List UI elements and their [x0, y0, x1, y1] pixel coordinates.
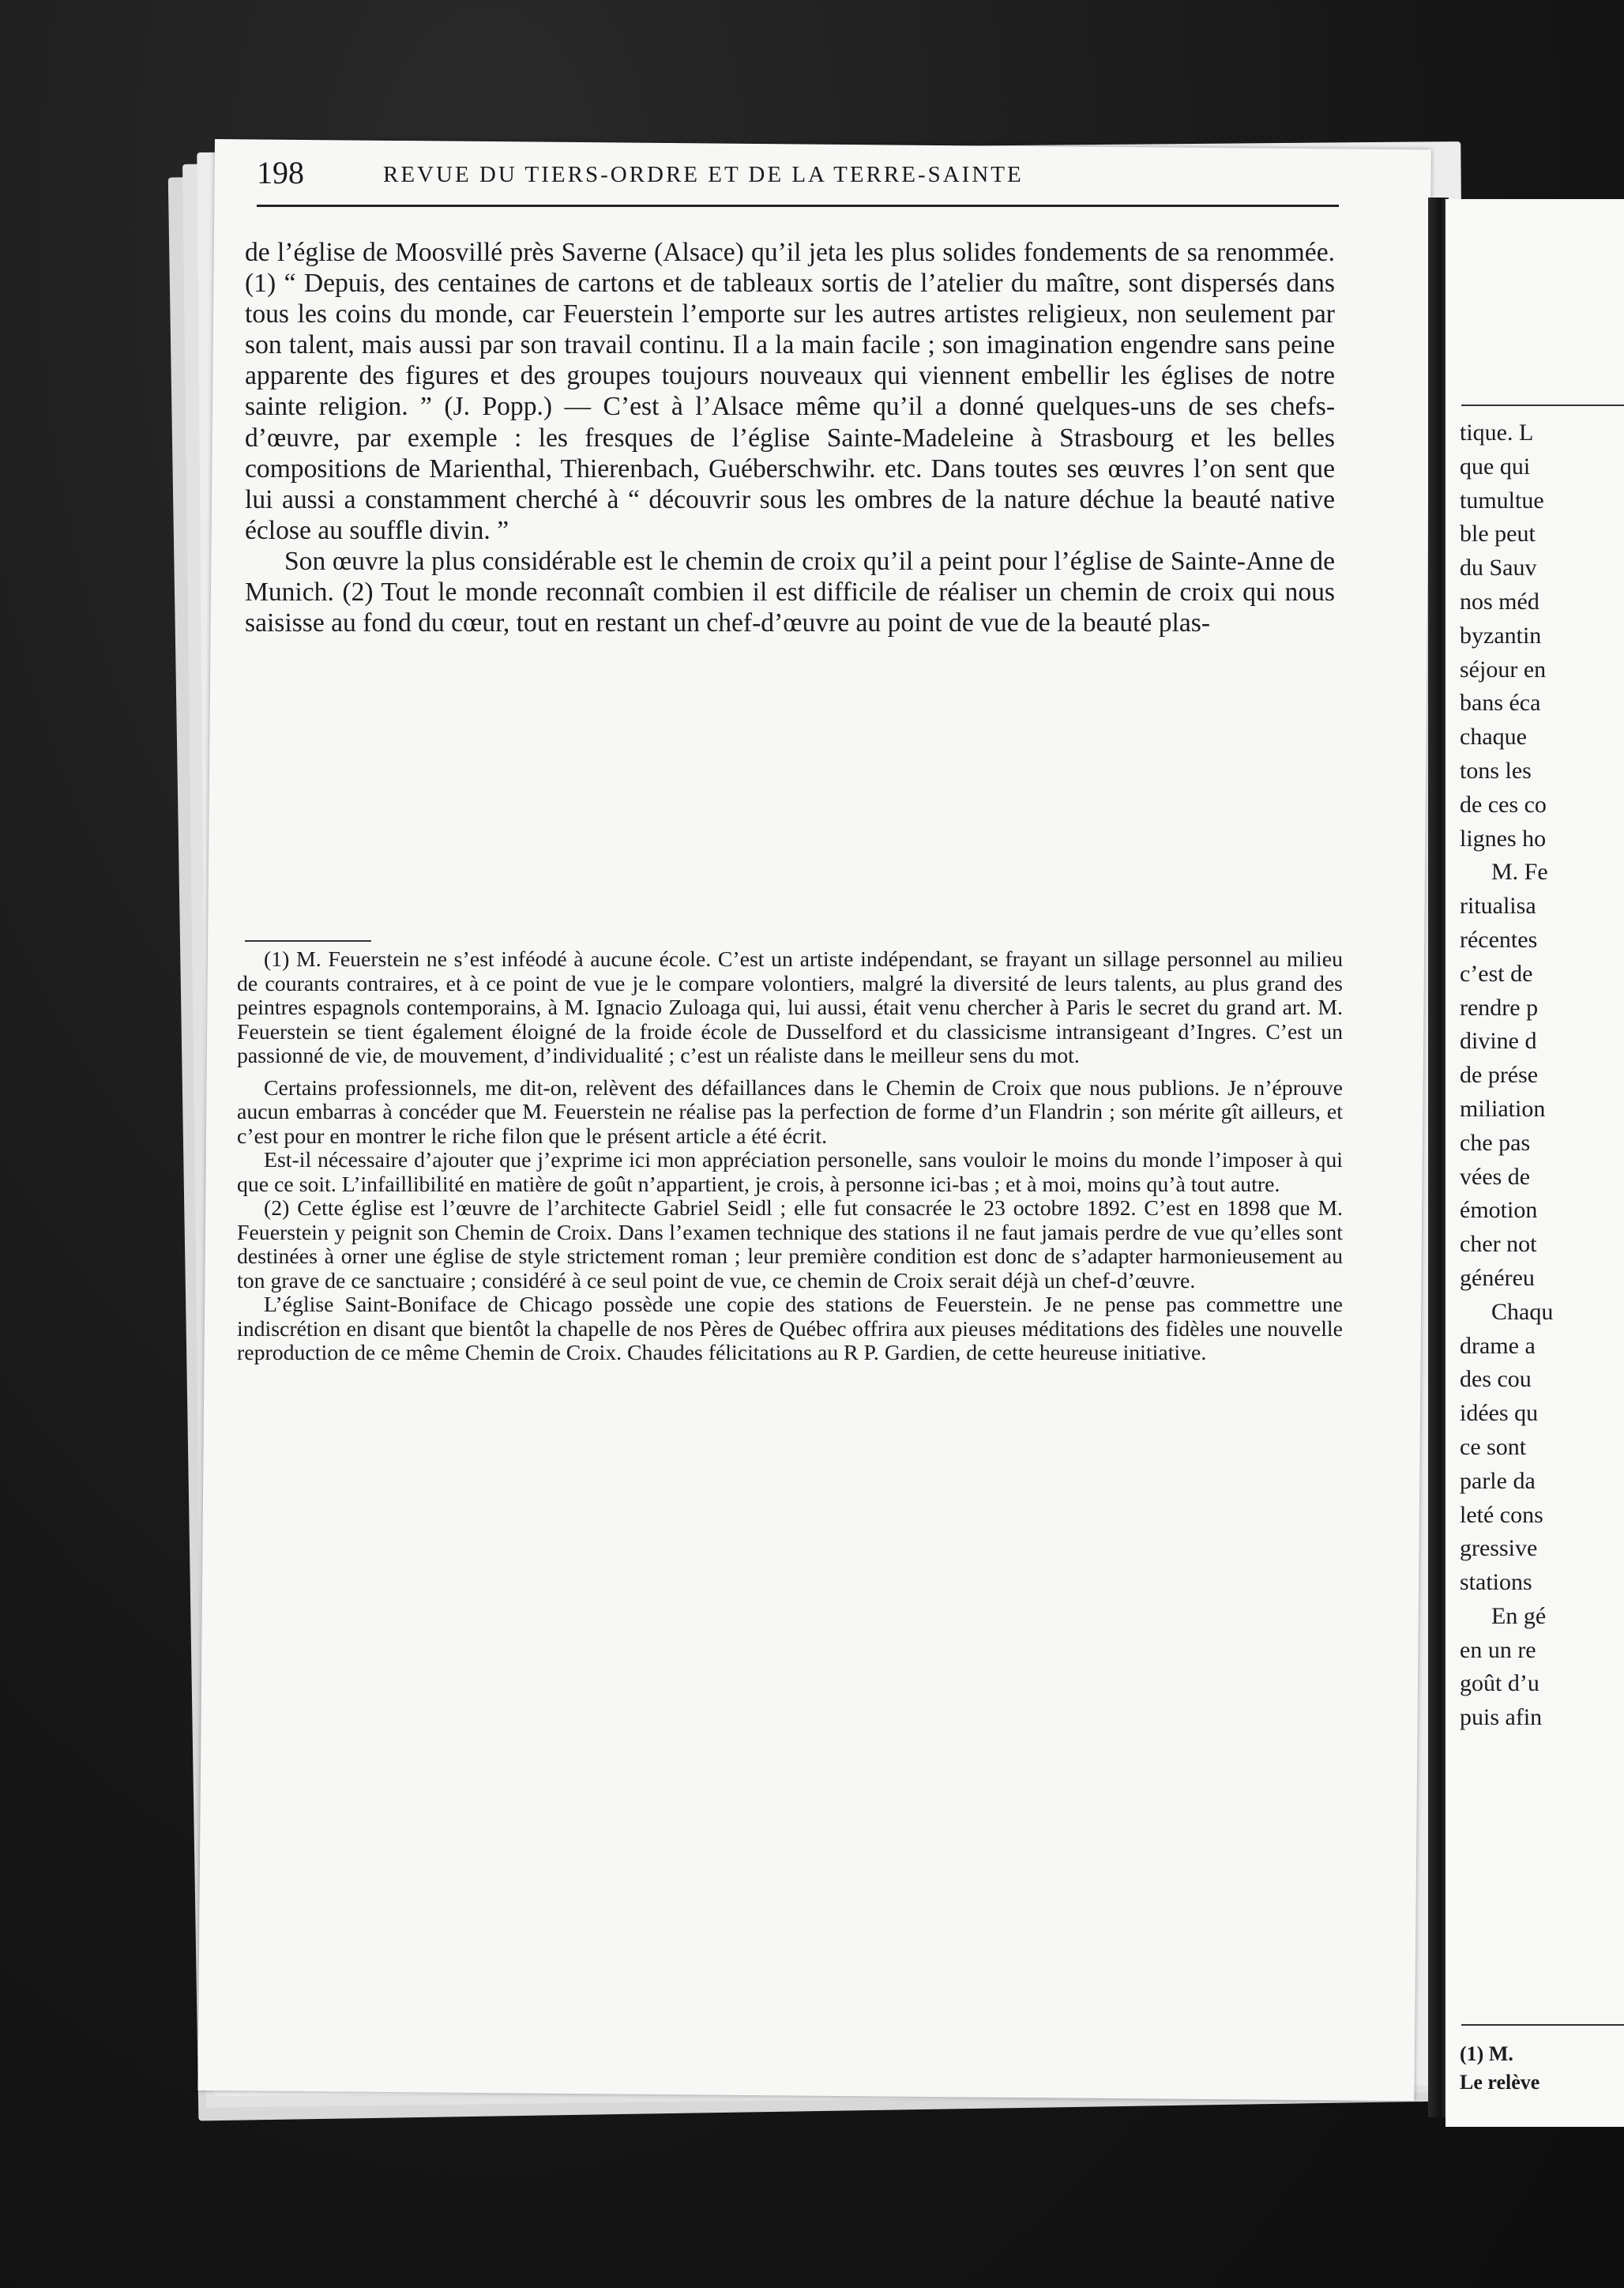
right-page-line: séjour en — [1460, 656, 1547, 683]
right-page-line: de ces co — [1460, 791, 1547, 818]
right-page-line: vées de — [1460, 1163, 1531, 1190]
right-page-line: des cou — [1460, 1366, 1532, 1393]
right-page-footnotes — [1460, 2040, 1539, 2097]
main-paragraph: de l’église de Moosvillé près Saverne (Alsace) qu’il jeta les plus solides fondements de sa renommée. (1) “ Depuis, des centaines de cartons et de tableaux sortis de l’atelier du maître, sont dispersés dans tous les coins du monde, car Feuerstein l’emporte sur les autres artistes religieux, non seulement par son talent, mais aussi par son travail continu. Il a la main facile ; son imagination engendre sans peine apparente des figures et des groupes toujours nouveaux qui viennent embellir les églises de notre sainte religion. ” (J. Popp.) — C’est à l’Alsace même qu’il a donné quelques-uns de ses chefs-d’œuvre, par exemple : les fresques de l’église Sainte-Madeleine à Strasbourg et les belles compositions de Marienthal, Thierenbach, Guéberschwihr. etc. Dans toutes ses œuvres l’on sent que lui aussi a constamment cherché à “ découvrir sous les ombres de la nature déchue la beauté native éclose au souffle divin. ” — [245, 238, 1335, 545]
right-page-line: gressive — [1460, 1535, 1538, 1562]
right-page — [1445, 199, 1624, 2127]
right-page-line: ce sont — [1460, 1433, 1527, 1460]
right-page-footnote-line: (1) M. — [1460, 2042, 1513, 2065]
running-title: REVUE DU TIERS-ORDRE ET DE LA TERRE-SAINTE — [383, 162, 1024, 187]
right-page-line: goût d’u — [1460, 1670, 1539, 1697]
right-page-line: généreu — [1460, 1264, 1535, 1291]
right-page-line: bans éca — [1460, 690, 1541, 717]
right-page-text — [1460, 416, 1624, 1735]
right-page-line: parle da — [1460, 1467, 1536, 1494]
footnote-paragraph: Certains professionnels, me dit-on, relèvent des défaillances dans le Chemin de Croix que nous publions. Je n’éprouve aucun embarras à concéder que M. Feuerstein ne réalise pas la perfection de forme d’un Flandrin ; son mérite gît ailleurs, et c’est pour en montrer le riche filon que le présent article a été écrit. — [237, 1075, 1343, 1149]
right-page-line: du Sauv — [1460, 555, 1537, 581]
right-page-line: drame a — [1460, 1332, 1536, 1359]
right-page-line: que qui — [1460, 453, 1531, 480]
footnote-paragraph: Est-il nécessaire d’ajouter que j’exprime ici mon appréciation personelle, sans vouloir le moins du monde l’imposer à qui que ce soit. L’infaillibilité en matière de goût n’appartient, je crois, à personne ici-bas ; et à moi, moins qu’à tout autre. — [237, 1148, 1343, 1197]
right-page-line: byzantin — [1460, 622, 1542, 649]
footnote-rule — [245, 940, 371, 942]
right-page-footnote-line: Le relève — [1460, 2071, 1540, 2094]
right-page-line: c’est de — [1460, 960, 1533, 987]
right-page-line: chaque — [1460, 724, 1527, 751]
right-page-line: puis afin — [1460, 1704, 1543, 1731]
right-page-header-rule — [1461, 405, 1624, 406]
right-page-line: tumultue — [1460, 487, 1544, 514]
right-page-line: en un re — [1460, 1636, 1536, 1663]
right-page-line: de prése — [1460, 1062, 1539, 1089]
right-page-line: che pas — [1460, 1129, 1531, 1156]
footnotes — [237, 948, 1343, 1366]
right-page-line: nos méd — [1460, 588, 1539, 615]
right-page-line: En gé — [1491, 1602, 1547, 1629]
right-page-line: idées qu — [1460, 1400, 1539, 1427]
main-paragraph: Son œuvre la plus considérable est le chemin de croix qu’il a peint pour l’église de Sainte-Anne de Munich. (2) Tout le monde reconnaît combien il est difficile de réaliser un chemin de croix qui nous saisisse au fond du cœur, tout en restant un chef-d’œuvre au point de vue de la beauté plas- — [245, 546, 1335, 638]
right-page-line: miliation — [1460, 1095, 1546, 1122]
right-page-line: divine d — [1460, 1028, 1537, 1055]
page-number: 198 — [257, 155, 304, 190]
right-page-line: cher not — [1460, 1231, 1537, 1258]
right-page-line: récentes — [1460, 926, 1538, 953]
right-page-line: tons les — [1460, 757, 1532, 784]
right-page-line: M. Fe — [1491, 859, 1548, 886]
right-page-line: leté cons — [1460, 1501, 1543, 1528]
right-page-line: lignes ho — [1460, 825, 1547, 852]
right-page-line: stations — [1460, 1569, 1532, 1596]
footnote-paragraph: (2) Cette église est l’œuvre de l’architecte Gabriel Seidl ; elle fut consacrée le 23 octobre 1892. C’est en 1898 que M. Feuerstein y peignit son Chemin de Croix. Dans l’examen technique des stations il ne faut jamais perdre de vue qu’elles sont destinées à orner une église de style strictement roman ; leur première condition est donc de s’adapter harmonieusement au ton grave de ce sanctuaire ; considéré à ce seul point de vue, ce chemin de Croix serait déjà un chef-d’œuvre. — [237, 1196, 1343, 1293]
right-page-line: ritualisa — [1460, 893, 1536, 920]
right-page-line: tique. L — [1460, 420, 1534, 446]
footnote-paragraph: L’église Saint-Boniface de Chicago possède une copie des stations de Feuerstein. Je ne pense pas commettre une indiscrétion en disant que bientôt la chapelle de nos Pères de Québec offrira aux pieuses méditations des fidèles une nouvelle reproduction de ce même Chemin de Croix. Chaudes félicitations au R P. Gardien, de cette heureuse initiative. — [237, 1293, 1343, 1365]
right-page-line: rendre p — [1460, 994, 1539, 1021]
right-page-line: émotion — [1460, 1197, 1538, 1224]
footnote-paragraph: (1) M. Feuerstein ne s’est inféodé à aucune école. C’est un artiste indépendant, se frayant un sillage personnel au milieu de courants contraires, et à ce point de vue je le compare volontiers, malgré la diversité de leurs talents, au plus grand des peintres espagnols contemporains, à M. Ignacio Zuloaga qui, lui aussi, était venu chercher à Paris le secret du grand art. M. Feuerstein se tient également éloigné de la froide école de Dusselford et du classicisme intransigeant d’Ingres. C’est un passionné de vie, de mouvement, d’individualité ; c’est un réaliste dans le meilleur sens du mot. — [237, 947, 1343, 1068]
header-rule — [257, 205, 1339, 207]
right-page-footnote-rule — [1461, 2024, 1624, 2026]
right-page-line: ble peut — [1460, 521, 1536, 548]
main-text — [245, 237, 1335, 638]
right-page-line: Chaqu — [1491, 1298, 1554, 1325]
